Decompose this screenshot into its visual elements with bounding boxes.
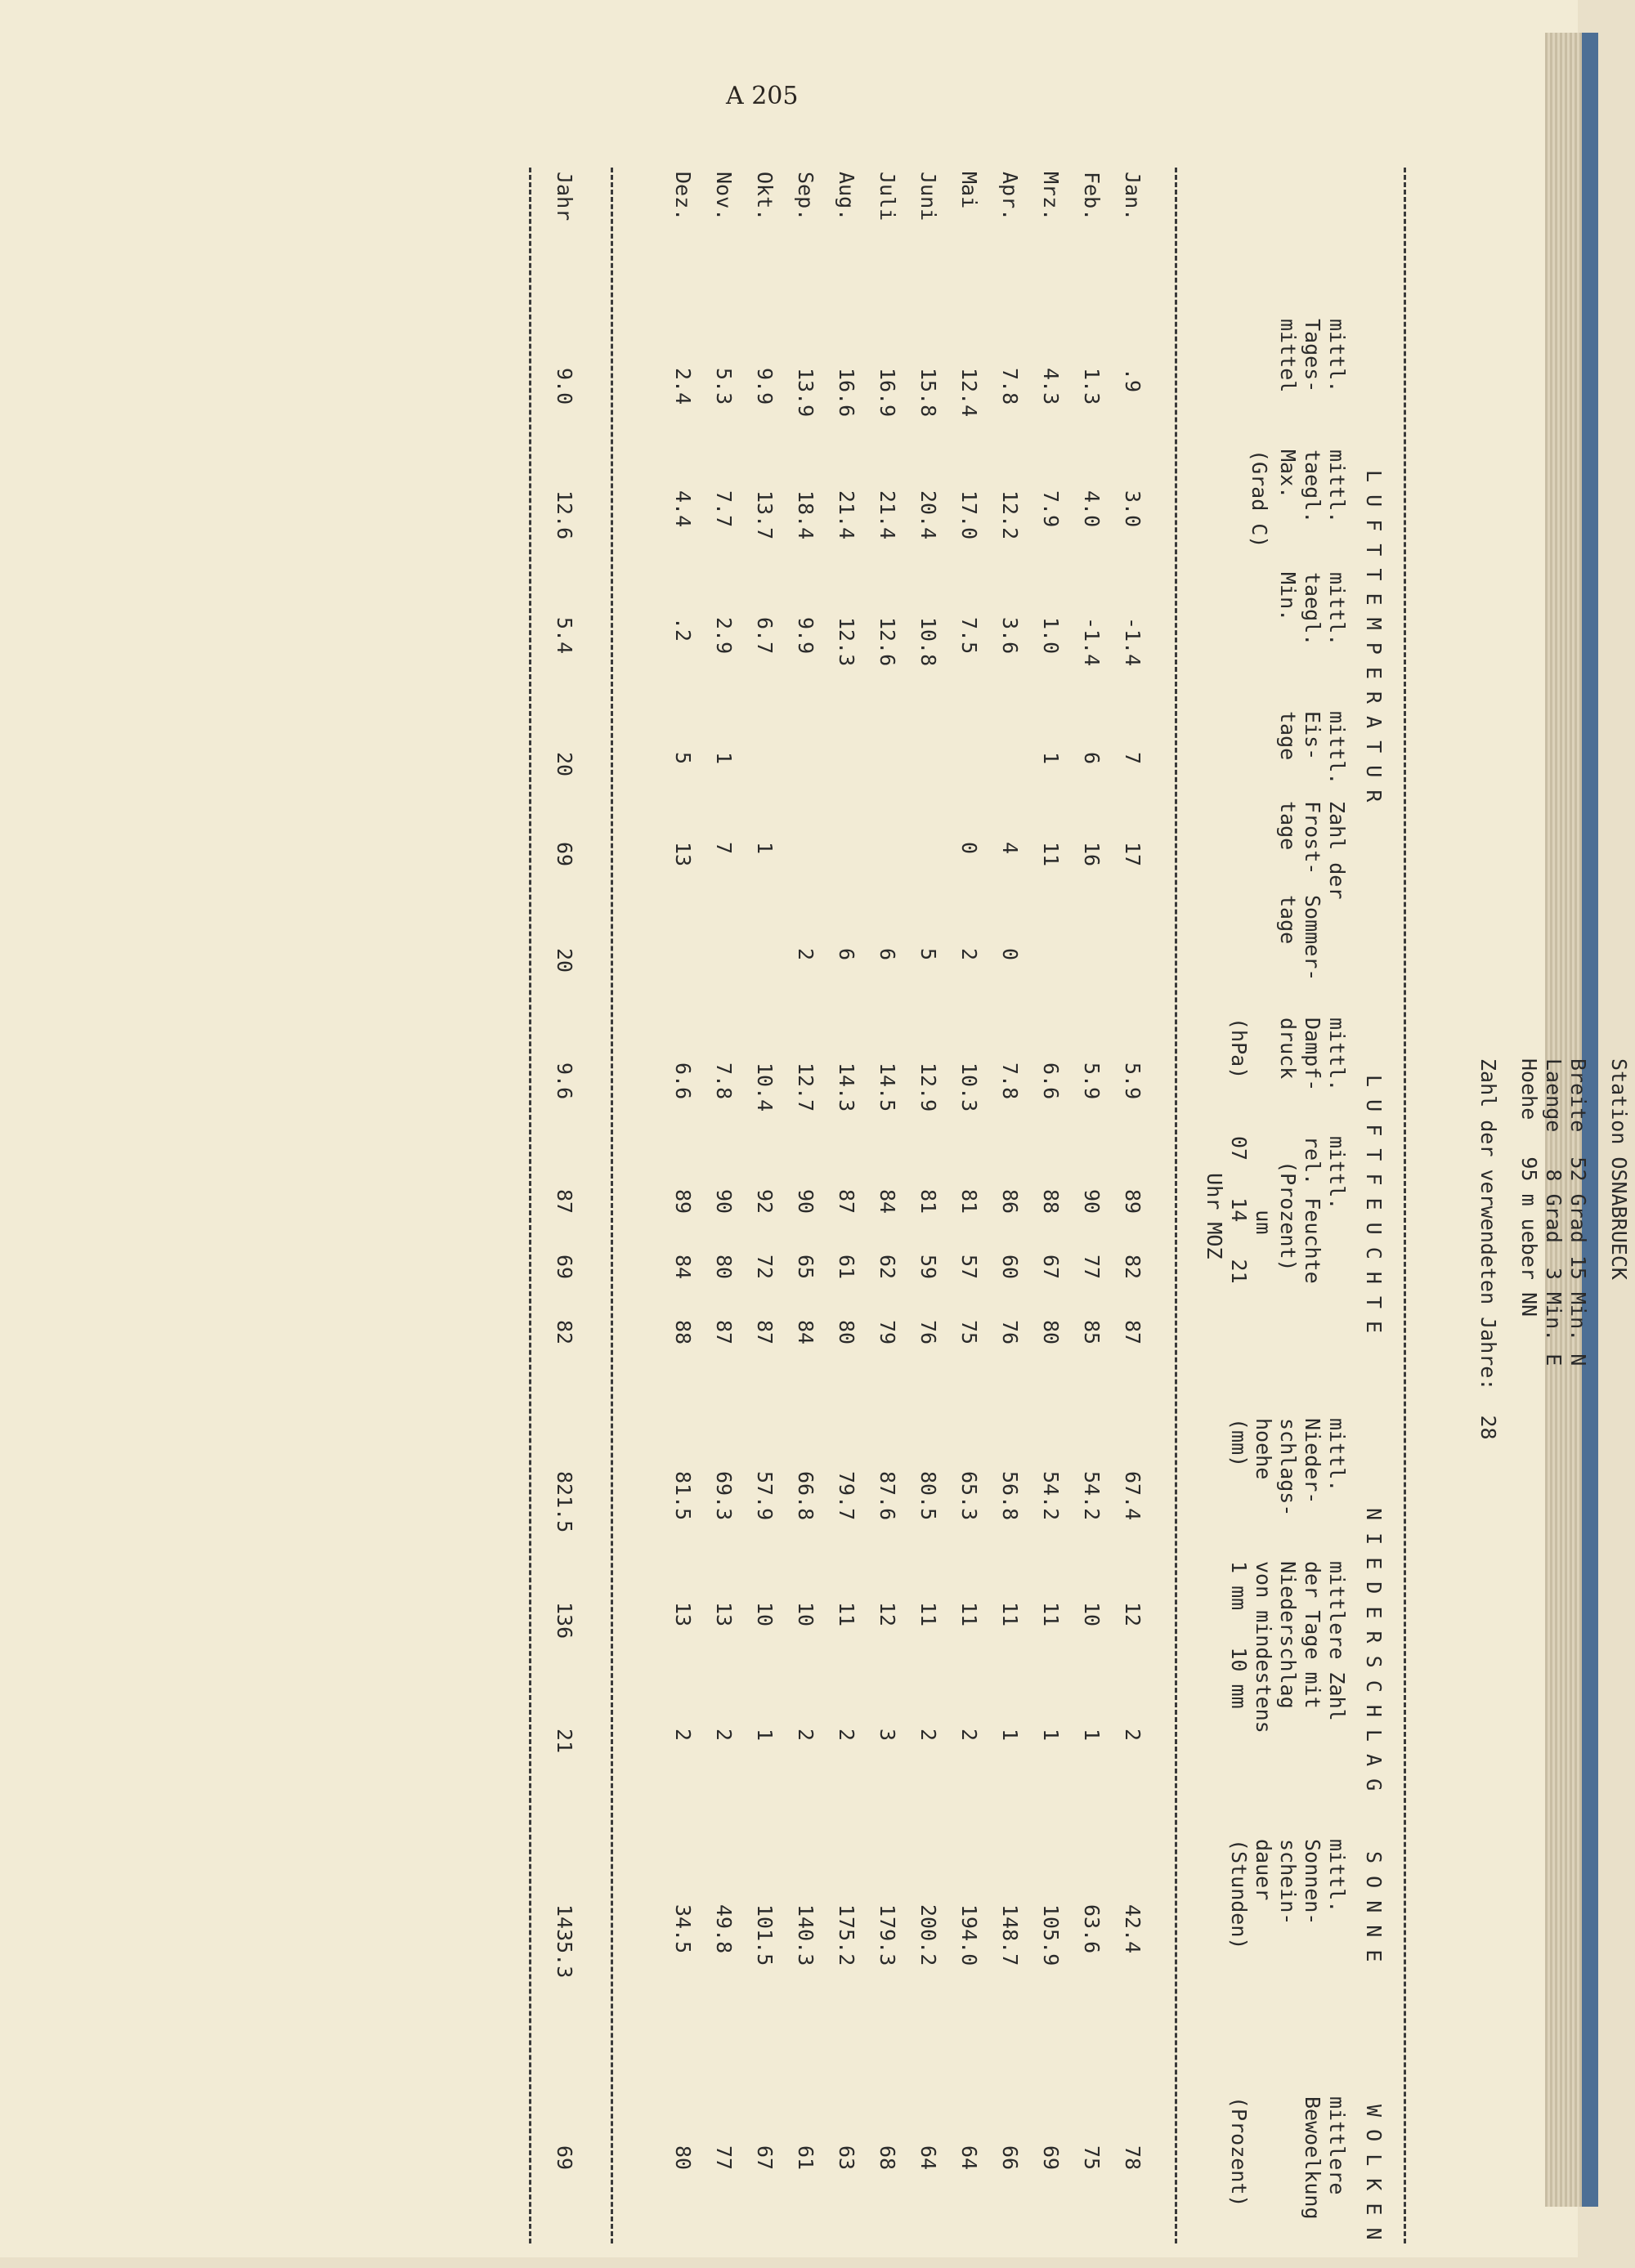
group-wolken: W O L K E N <box>1362 2105 1386 2240</box>
bewoelkung-cell: 69 <box>553 2145 576 2171</box>
min-cell: 5.4 <box>553 617 576 655</box>
tage-10mm-cell: 1 <box>998 1729 1022 1742</box>
month-cell: Mai <box>957 172 981 209</box>
bewoelkung-cell: 64 <box>957 2145 981 2171</box>
sonnenschein-cell: 179.3 <box>876 1904 899 1966</box>
sommertage-cell: 6 <box>835 948 858 961</box>
rule-before-total <box>611 168 613 2243</box>
eistage-cell: 1 <box>712 752 736 765</box>
month-cell: Nov. <box>712 172 736 221</box>
feuchte-14-cell: 59 <box>916 1255 940 1280</box>
month-cell: Feb. <box>1080 172 1104 221</box>
tagesmittel-cell: 4.3 <box>1039 368 1063 405</box>
feuchte-21-cell: 84 <box>794 1320 818 1345</box>
header-niederschlagshoehe: mittl. Nieder- schlags- hoehe (mm) <box>1227 1418 1349 1517</box>
niederschlagshoehe-cell: 87.6 <box>876 1471 899 1521</box>
tage-1mm-cell: 136 <box>553 1602 576 1639</box>
sommertage-cell: 2 <box>957 948 981 961</box>
tagesmittel-cell: 9.0 <box>553 368 576 405</box>
frosttage-cell: 11 <box>1039 842 1063 867</box>
niederschlagshoehe-cell: 81.5 <box>671 1471 695 1521</box>
tage-10mm-cell: 1 <box>1039 1729 1063 1742</box>
min-cell: 3.6 <box>998 617 1022 655</box>
feuchte-14-cell: 84 <box>671 1255 695 1280</box>
max-cell: 12.6 <box>553 490 576 540</box>
dampfdruck-cell: 10.4 <box>753 1062 777 1112</box>
frosttage-cell: 7 <box>712 842 736 855</box>
bewoelkung-cell: 69 <box>1039 2145 1063 2171</box>
tagesmittel-cell: 15.8 <box>916 368 940 418</box>
niederschlagshoehe-cell: 65.3 <box>957 1471 981 1521</box>
header-sommertage: Sommer- tage <box>1276 895 1324 982</box>
station-hoehe: Hoehe 95 m ueber NN <box>1517 1058 1541 1317</box>
feuchte-14-cell: 80 <box>712 1255 736 1280</box>
max-cell: 7.7 <box>712 490 736 528</box>
feuchte-07-cell: 81 <box>957 1189 981 1215</box>
dampfdruck-cell: 14.3 <box>835 1062 858 1112</box>
feuchte-21-cell: 79 <box>876 1320 899 1345</box>
eistage-cell: 1 <box>1039 752 1063 765</box>
sonnenschein-cell: 34.5 <box>671 1904 695 1954</box>
sonnenschein-cell: 175.2 <box>835 1904 858 1966</box>
dampfdruck-cell: 5.9 <box>1121 1062 1144 1100</box>
sonnenschein-cell: 148.7 <box>998 1904 1022 1966</box>
tagesmittel-cell: .9 <box>1121 368 1144 393</box>
header-sonnenschein: mittl. Sonnen- schein- dauer (Stunden) <box>1227 1839 1349 1950</box>
tage-10mm-cell: 2 <box>671 1729 695 1742</box>
bewoelkung-cell: 78 <box>1121 2145 1144 2171</box>
header-frosttage: Frost- tage <box>1276 801 1324 875</box>
month-cell: Aug. <box>835 172 858 221</box>
tage-1mm-cell: 13 <box>671 1602 695 1627</box>
tage-1mm-cell: 11 <box>1039 1602 1063 1627</box>
tage-1mm-cell: 12 <box>1121 1602 1144 1627</box>
bewoelkung-cell: 75 <box>1080 2145 1104 2171</box>
tagesmittel-cell: 12.4 <box>957 368 981 418</box>
niederschlagshoehe-cell: 69.3 <box>712 1471 736 1521</box>
header-max: mittl. taegl. Max. <box>1276 450 1349 524</box>
station-laenge: Laenge 8 Grad 3 Min. E <box>1542 1058 1566 1367</box>
sonnenschein-cell: 105.9 <box>1039 1904 1063 1966</box>
station-title: Station OSNABRUECK <box>1607 1058 1631 1280</box>
month-cell: Jahr <box>553 172 576 221</box>
feuchte-07-cell: 92 <box>753 1189 777 1215</box>
header-tagesmittel: mittl. Tages- mittel <box>1276 319 1349 393</box>
eistage-cell: 6 <box>1080 752 1104 765</box>
min-cell: 10.8 <box>916 617 940 667</box>
tage-1mm-cell: 10 <box>753 1602 777 1627</box>
niederschlagshoehe-cell: 79.7 <box>835 1471 858 1521</box>
max-cell: 21.4 <box>835 490 858 540</box>
bewoelkung-cell: 61 <box>794 2145 818 2171</box>
tage-10mm-cell: 2 <box>794 1729 818 1742</box>
max-cell: 4.4 <box>671 490 695 528</box>
bewoelkung-cell: 63 <box>835 2145 858 2171</box>
sommertage-cell: 6 <box>876 948 899 961</box>
feuchte-21-cell: 80 <box>1039 1320 1063 1345</box>
min-cell: 2.9 <box>712 617 736 655</box>
feuchte-07-cell: 87 <box>553 1189 576 1215</box>
dampfdruck-cell: 9.6 <box>553 1062 576 1100</box>
bewoelkung-cell: 66 <box>998 2145 1022 2171</box>
feuchte-21-cell: 76 <box>916 1320 940 1345</box>
tagesmittel-cell: 1.3 <box>1080 368 1104 405</box>
max-cell: 3.0 <box>1121 490 1144 528</box>
max-cell: 12.2 <box>998 490 1022 540</box>
month-cell: Dez. <box>671 172 695 221</box>
sommertage-cell: 2 <box>794 948 818 961</box>
eistage-cell: 7 <box>1121 752 1144 765</box>
station-breite: Breite 52 Grad 15 Min. N <box>1566 1058 1590 1367</box>
feuchte-14-cell: 67 <box>1039 1255 1063 1280</box>
tagesmittel-cell: 16.6 <box>835 368 858 418</box>
tagesmittel-cell: 16.9 <box>876 368 899 418</box>
dampfdruck-cell: 6.6 <box>671 1062 695 1100</box>
feuchte-14-cell: 61 <box>835 1255 858 1280</box>
feuchte-07-cell: 88 <box>1039 1189 1063 1215</box>
rule-top <box>1404 168 1406 2243</box>
frosttage-cell: 0 <box>957 842 981 855</box>
tage-1mm-cell: 10 <box>794 1602 818 1627</box>
bewoelkung-cell: 68 <box>876 2145 899 2171</box>
tage-10mm-cell: 1 <box>1080 1729 1104 1742</box>
sommertage-cell: 20 <box>553 948 576 973</box>
sonnenschein-cell: 101.5 <box>753 1904 777 1966</box>
tage-10mm-cell: 2 <box>835 1729 858 1742</box>
rule-bottom <box>529 168 531 2243</box>
tage-1mm-cell: 10 <box>1080 1602 1104 1627</box>
feuchte-14-cell: 57 <box>957 1255 981 1280</box>
header-grad-c: (Grad C) <box>1248 450 1271 548</box>
climate-table <box>372 168 1631 2268</box>
feuchte-07-cell: 89 <box>671 1189 695 1215</box>
frosttage-cell: 69 <box>553 842 576 867</box>
feuchte-07-cell: 81 <box>916 1189 940 1215</box>
feuchte-07-cell: 84 <box>876 1189 899 1215</box>
month-cell: Juni <box>916 172 940 221</box>
month-cell: Okt. <box>753 172 777 221</box>
tage-10mm-cell: 2 <box>1121 1729 1144 1742</box>
tage-10mm-cell: 2 <box>712 1729 736 1742</box>
header-dampfdruck: mittl. Dampf- druck (hPa) <box>1227 1018 1349 1092</box>
feuchte-21-cell: 76 <box>998 1320 1022 1345</box>
tage-10mm-cell: 3 <box>876 1729 899 1742</box>
min-cell: 1.0 <box>1039 617 1063 655</box>
dampfdruck-cell: 7.8 <box>998 1062 1022 1100</box>
tage-1mm-cell: 11 <box>835 1602 858 1627</box>
month-cell: Sep. <box>794 172 818 221</box>
tage-1mm-cell: 11 <box>916 1602 940 1627</box>
frosttage-cell: 17 <box>1121 842 1144 867</box>
feuchte-07-cell: 90 <box>1080 1189 1104 1215</box>
tage-10mm-cell: 21 <box>553 1729 576 1754</box>
max-cell: 17.0 <box>957 490 981 540</box>
group-lufttemperatur: L U F T T E M P E R A T U R <box>1362 470 1386 803</box>
max-cell: 4.0 <box>1080 490 1104 528</box>
month-cell: Mrz. <box>1039 172 1063 221</box>
page-number: A 205 <box>726 82 799 110</box>
min-cell: 7.5 <box>957 617 981 655</box>
sonnenschein-cell: 1435.3 <box>553 1904 576 1979</box>
group-sonne: S O N N E <box>1362 1851 1386 1962</box>
sommertage-cell: 0 <box>998 948 1022 961</box>
dampfdruck-cell: 10.3 <box>957 1062 981 1112</box>
tage-1mm-cell: 11 <box>957 1602 981 1627</box>
tage-1mm-cell: 12 <box>876 1602 899 1627</box>
tage-10mm-cell: 2 <box>916 1729 940 1742</box>
feuchte-14-cell: 62 <box>876 1255 899 1280</box>
header-bewoelkung: mittlere Bewoelkung (Prozent) <box>1227 2096 1349 2220</box>
bewoelkung-cell: 80 <box>671 2145 695 2171</box>
niederschlagshoehe-cell: 54.2 <box>1039 1471 1063 1521</box>
feuchte-07-cell: 89 <box>1121 1189 1144 1215</box>
niederschlagshoehe-cell: 67.4 <box>1121 1471 1144 1521</box>
tagesmittel-cell: 9.9 <box>753 368 777 405</box>
header-tage-mit: mittlere Zahl der Tage mit Niederschlag von mindestens 1 mm 10 mm <box>1227 1561 1349 1733</box>
niederschlagshoehe-cell: 66.8 <box>794 1471 818 1521</box>
feuchte-21-cell: 85 <box>1080 1320 1104 1345</box>
max-cell: 13.7 <box>753 490 777 540</box>
feuchte-14-cell: 69 <box>553 1255 576 1280</box>
feuchte-21-cell: 88 <box>671 1320 695 1345</box>
header-min: mittl. taegl. Min. <box>1276 572 1349 646</box>
min-cell: -1.4 <box>1121 617 1144 667</box>
dampfdruck-cell: 6.6 <box>1039 1062 1063 1100</box>
niederschlagshoehe-cell: 821.5 <box>553 1471 576 1533</box>
feuchte-07-cell: 86 <box>998 1189 1022 1215</box>
tage-1mm-cell: 11 <box>998 1602 1022 1627</box>
tage-10mm-cell: 2 <box>957 1729 981 1742</box>
frosttage-cell: 16 <box>1080 842 1104 867</box>
max-cell: 21.4 <box>876 490 899 540</box>
min-cell: 12.6 <box>876 617 899 667</box>
niederschlagshoehe-cell: 57.9 <box>753 1471 777 1521</box>
feuchte-14-cell: 77 <box>1080 1255 1104 1280</box>
bewoelkung-cell: 77 <box>712 2145 736 2171</box>
feuchte-14-cell: 65 <box>794 1255 818 1280</box>
feuchte-14-cell: 82 <box>1121 1255 1144 1280</box>
sonnenschein-cell: 200.2 <box>916 1904 940 1966</box>
eistage-cell: 20 <box>553 752 576 777</box>
sommertage-cell: 5 <box>916 948 940 961</box>
feuchte-14-cell: 72 <box>753 1255 777 1280</box>
station-jahre: Zahl der verwendeten Jahre: 28 <box>1476 1058 1500 1440</box>
dampfdruck-cell: 12.9 <box>916 1062 940 1112</box>
frosttage-cell: 13 <box>671 842 695 867</box>
feuchte-21-cell: 87 <box>1121 1320 1144 1345</box>
feuchte-21-cell: 80 <box>835 1320 858 1345</box>
tagesmittel-cell: 5.3 <box>712 368 736 405</box>
feuchte-21-cell: 87 <box>753 1320 777 1345</box>
min-cell: -1.4 <box>1080 617 1104 667</box>
bewoelkung-cell: 64 <box>916 2145 940 2171</box>
frosttage-cell: 4 <box>998 842 1022 855</box>
month-cell: Apr. <box>998 172 1022 221</box>
tage-10mm-cell: 1 <box>753 1729 777 1742</box>
dampfdruck-cell: 12.7 <box>794 1062 818 1112</box>
min-cell: 6.7 <box>753 617 777 655</box>
dampfdruck-cell: 5.9 <box>1080 1062 1104 1100</box>
feuchte-07-cell: 90 <box>712 1189 736 1215</box>
sonnenschein-cell: 194.0 <box>957 1904 981 1966</box>
feuchte-21-cell: 82 <box>553 1320 576 1345</box>
dampfdruck-cell: 7.8 <box>712 1062 736 1100</box>
min-cell: .2 <box>671 617 695 642</box>
max-cell: 20.4 <box>916 490 940 540</box>
tagesmittel-cell: 13.9 <box>794 368 818 418</box>
sonnenschein-cell: 63.6 <box>1080 1904 1104 1954</box>
month-cell: Juli <box>876 172 899 221</box>
feuchte-14-cell: 60 <box>998 1255 1022 1280</box>
group-luftfeuchte: L U F T F E U C H T E <box>1362 1075 1386 1334</box>
sonnenschein-cell: 42.4 <box>1121 1904 1144 1954</box>
feuchte-07-cell: 90 <box>794 1189 818 1215</box>
max-cell: 7.9 <box>1039 490 1063 528</box>
feuchte-21-cell: 87 <box>712 1320 736 1345</box>
eistage-cell: 5 <box>671 752 695 765</box>
niederschlagshoehe-cell: 80.5 <box>916 1471 940 1521</box>
header-feuchte: mittl. rel. Feuchte (Prozent) um 07 14 21 Uhr MOZ <box>1203 1136 1349 1284</box>
frosttage-cell: 1 <box>753 842 777 855</box>
sonnenschein-cell: 49.8 <box>712 1904 736 1954</box>
tagesmittel-cell: 2.4 <box>671 368 695 405</box>
feuchte-21-cell: 75 <box>957 1320 981 1345</box>
header-zahl-der: Zahl der <box>1325 801 1349 900</box>
month-cell: Jan. <box>1121 172 1144 221</box>
niederschlagshoehe-cell: 54.2 <box>1080 1471 1104 1521</box>
bewoelkung-cell: 67 <box>753 2145 777 2171</box>
feuchte-07-cell: 87 <box>835 1189 858 1215</box>
dampfdruck-cell: 14.5 <box>876 1062 899 1112</box>
niederschlagshoehe-cell: 56.8 <box>998 1471 1022 1521</box>
tagesmittel-cell: 7.8 <box>998 368 1022 405</box>
max-cell: 18.4 <box>794 490 818 540</box>
min-cell: 12.3 <box>835 617 858 667</box>
header-eistage: mittl. Eis- tage <box>1276 711 1349 785</box>
min-cell: 9.9 <box>794 617 818 655</box>
rule-header <box>1175 168 1177 2243</box>
tage-1mm-cell: 13 <box>712 1602 736 1627</box>
sonnenschein-cell: 140.3 <box>794 1904 818 1966</box>
group-niederschlag: N I E D E R S C H L A G <box>1362 1508 1386 1792</box>
